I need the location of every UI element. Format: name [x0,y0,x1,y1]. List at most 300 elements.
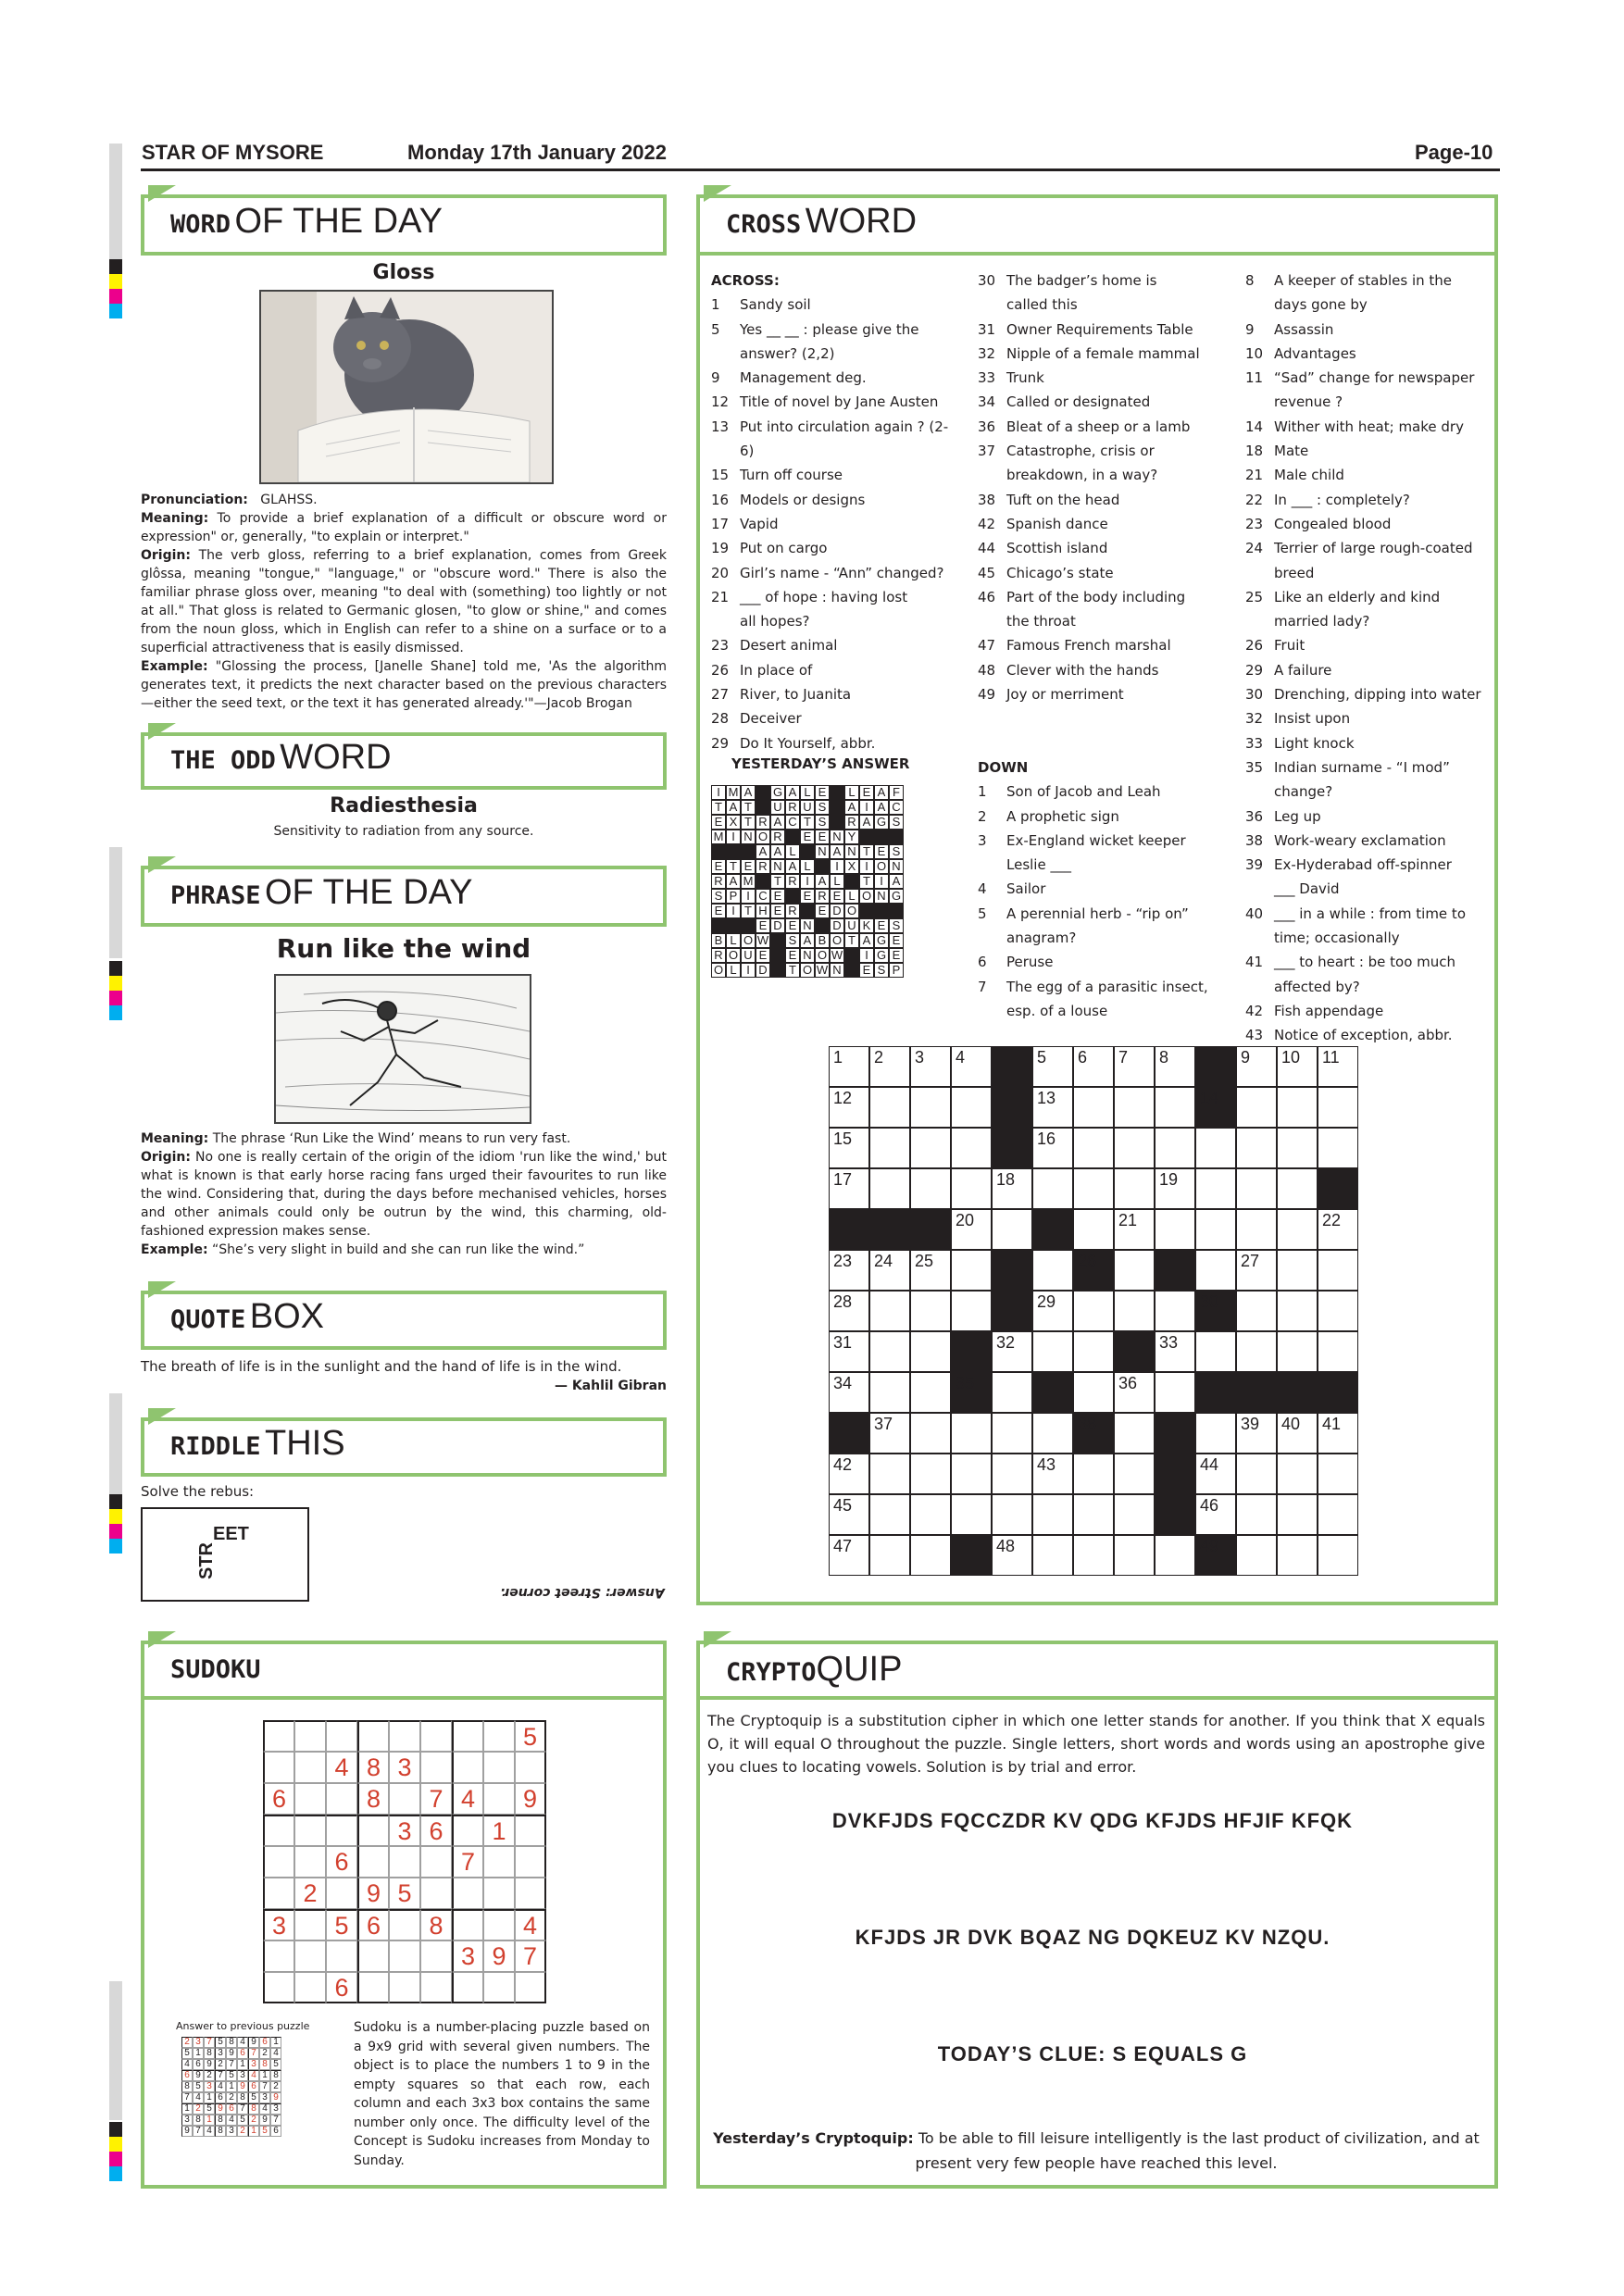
sudoku-cell[interactable] [326,1815,357,1846]
crossword-cell[interactable] [1032,1413,1073,1454]
answer-block [815,918,830,933]
crossword-cell[interactable] [829,1291,869,1331]
cryptoquip-clue: TODAY’S CLUE: S EQUALS G [937,2042,1248,2065]
crossword-cell[interactable] [869,1331,910,1372]
word-of-day-word: Gloss [372,261,435,284]
crossword-cell[interactable] [1195,1209,1236,1250]
crossword-cell[interactable] [1236,1291,1277,1331]
clue-text: A perennial herb - “rip on” [1006,905,1189,922]
answer-cell: G [770,785,785,800]
answer-cell: C [889,800,904,815]
clue-item [1245,463,1492,487]
answer-cell: N [830,963,844,978]
crossword-cell[interactable] [1114,1372,1155,1413]
clue-number: 9 [1245,320,1255,338]
crossword-cell[interactable] [869,1168,910,1209]
answer-cell: S [815,815,830,830]
clue-text: Do It Yourself, abbr. [740,734,876,752]
previous-answer-cell: 1 [226,2081,237,2092]
crossword-cell[interactable] [1236,1413,1277,1454]
crossword-cell[interactable] [1236,1128,1277,1168]
sudoku-cell[interactable] [389,1846,420,1878]
previous-answer-cell: 1 [204,2092,215,2103]
crossword-block [1195,1046,1236,1087]
clue-text: Famous French marshal [1006,637,1171,655]
answer-block [756,874,770,889]
crossword-cell[interactable] [1236,1494,1277,1535]
crossword-cell[interactable] [829,1250,869,1291]
crossword-cell[interactable] [1318,1046,1358,1087]
crossword-cell[interactable] [951,1454,992,1494]
clue-item [1245,682,1492,706]
sudoku-cell[interactable] [452,1909,483,1940]
crossword-cell[interactable] [1155,1087,1195,1128]
previous-answer-cell: 7 [204,2037,215,2048]
crossword-cell[interactable] [1114,1454,1155,1494]
crossword-cell[interactable] [1114,1209,1155,1250]
crossword-cell[interactable] [951,1046,992,1087]
crossword-cell[interactable] [1114,1168,1155,1209]
crossword-cell[interactable] [869,1291,910,1331]
clue-text: Chicago’s state [1006,564,1114,581]
crossword-cell[interactable] [992,1331,1032,1372]
sudoku-cell[interactable] [452,1972,483,2003]
clue-text: Sailor [1006,880,1046,898]
clue-number: 26 [1245,637,1264,655]
cell-number: 13 [1037,1089,1056,1107]
crossword-block [829,1209,869,1250]
sudoku-cell[interactable] [420,1972,452,2003]
sudoku-cell[interactable] [326,1940,357,1972]
clue-text: In place of [740,661,813,679]
answer-cell: U [844,918,859,933]
sudoku-cell[interactable] [483,1752,515,1783]
crossword-cell[interactable] [910,1454,951,1494]
clue-number: 17 [711,515,730,532]
sudoku-cell[interactable] [294,1909,326,1940]
sudoku-cell[interactable] [483,1909,515,1940]
sudoku-cell[interactable] [263,1846,294,1878]
sudoku-cell[interactable] [389,1783,420,1815]
crossword-cell[interactable] [1032,1046,1073,1087]
sudoku-cell[interactable] [483,1878,515,1909]
sudoku-cell[interactable] [357,1815,389,1846]
crossword-cell[interactable] [992,1454,1032,1494]
sudoku-cell[interactable] [515,1972,546,2003]
crossword-cell[interactable] [1155,1046,1195,1087]
crossword-cell[interactable] [829,1168,869,1209]
crossword-cell[interactable] [1318,1291,1358,1331]
sudoku-cell: 3 [389,1752,420,1783]
crossword-cell[interactable] [910,1250,951,1291]
crossword-cell[interactable] [1277,1413,1318,1454]
crossword-cell[interactable] [1073,1209,1114,1250]
answer-cell: A [815,874,830,889]
crossword-cell[interactable] [1073,1168,1114,1209]
crossword-cell[interactable] [1236,1209,1277,1250]
crossword-cell[interactable] [910,1128,951,1168]
sudoku-cell[interactable] [294,1720,326,1752]
crossword-cell[interactable] [869,1087,910,1128]
crossword-cell[interactable] [869,1535,910,1576]
cell-number: 38 [1078,1415,1097,1433]
clue-item [1245,805,1492,829]
crossword-cell[interactable] [869,1494,910,1535]
clue-item [978,463,1237,487]
clue-item [978,682,1237,706]
crossword-cell[interactable] [829,1087,869,1128]
crossword-cell[interactable] [1032,1494,1073,1535]
sudoku-cell: 7 [420,1783,452,1815]
previous-answer-cell: 5 [226,2070,237,2081]
answer-cell: M [711,830,726,844]
clue-item [1245,318,1492,342]
crossword-cell[interactable] [1155,1372,1195,1413]
clue-number: 16 [711,491,730,508]
previous-answer-cell: 7 [181,2092,193,2103]
crossword-cell[interactable] [1277,1087,1318,1128]
answer-cell: L [726,933,741,948]
crossword-cell[interactable] [1032,1535,1073,1576]
sudoku-cell[interactable] [326,1783,357,1815]
crossword-cell[interactable] [1073,1454,1114,1494]
sudoku-cell[interactable] [389,1940,420,1972]
crossword-cell[interactable] [951,1250,992,1291]
crossword-cell[interactable] [1073,1535,1114,1576]
sudoku-cell[interactable] [294,1783,326,1815]
sudoku-cell[interactable] [294,1940,326,1972]
answer-cell: L [844,785,859,800]
sudoku-cell[interactable] [263,1720,294,1752]
crossword-cell[interactable] [1155,1209,1195,1250]
crossword-cell[interactable] [1195,1168,1236,1209]
clue-number: 45 [978,564,996,581]
crossword-cell[interactable] [951,1168,992,1209]
sudoku-cell[interactable] [263,1940,294,1972]
crossword-cell[interactable] [910,1087,951,1128]
crossword-cell[interactable] [1114,1087,1155,1128]
answer-cell: T [785,963,800,978]
answer-block [770,963,785,978]
crossword-cell[interactable] [1277,1128,1318,1168]
sudoku-cell[interactable] [357,1940,389,1972]
sudoku-cell[interactable] [263,1878,294,1909]
crossword-cell[interactable] [829,1331,869,1372]
crossword-cell[interactable] [1114,1128,1155,1168]
crossword-cell[interactable] [1318,1535,1358,1576]
crossword-cell[interactable] [1318,1250,1358,1291]
crossword-cell[interactable] [869,1250,910,1291]
clue-number: 48 [978,661,996,679]
answer-cell: I [741,963,756,978]
clue-item [1245,633,1492,657]
answer-cell: I [741,889,756,904]
previous-answer-cell: 2 [215,2059,226,2070]
sudoku-cell[interactable] [294,1972,326,2003]
sudoku-cell[interactable] [389,1909,420,1940]
crossword-cell[interactable] [1277,1331,1318,1372]
crossword-cell[interactable] [1277,1046,1318,1087]
sudoku-cell[interactable] [389,1720,420,1752]
crossword-cell[interactable] [951,1291,992,1331]
crossword-cell[interactable] [1114,1046,1155,1087]
registration-black [109,961,122,976]
crossword-cell[interactable] [1073,1087,1114,1128]
sudoku-cell[interactable] [483,1783,515,1815]
crossword-cell[interactable] [1073,1291,1114,1331]
crossword-cell[interactable] [1277,1168,1318,1209]
answer-cell: S [889,918,904,933]
sudoku-cell[interactable] [483,1972,515,2003]
answer-cell: E [770,904,785,918]
crossword-cell[interactable] [1195,1250,1236,1291]
clue-item [1245,561,1492,585]
answer-cell: E [815,785,830,800]
crossword-cell[interactable] [910,1372,951,1413]
clue-text: Turn off course [740,467,843,484]
clue-item [1245,877,1492,901]
crossword-cell[interactable] [1318,1331,1358,1372]
clue-item [978,975,1237,999]
crossword-cell[interactable] [1032,1250,1073,1291]
crossword-cell[interactable] [869,1413,910,1454]
crossword-cell[interactable] [1114,1413,1155,1454]
registration-black [109,1494,122,1509]
crossword-cell[interactable] [1195,1331,1236,1372]
crossword-cell[interactable] [1277,1494,1318,1535]
crossword-cell[interactable] [1155,1331,1195,1372]
example-label: Example: [141,1242,208,1257]
sudoku-cell: 4 [326,1752,357,1783]
sudoku-cell[interactable] [357,1720,389,1752]
previous-answer-cell: 8 [204,2048,215,2059]
sudoku-cell: 9 [515,1783,546,1815]
sudoku-cell[interactable] [515,1752,546,1783]
sudoku-cell[interactable] [420,1878,452,1909]
crossword-cell[interactable] [910,1168,951,1209]
meaning: The phrase ‘Run Like the Wind’ means to run very fast. [212,1131,571,1146]
crossword-block [1277,1372,1318,1413]
crossword-cell[interactable] [1195,1413,1236,1454]
answer-cell: G [874,948,889,963]
crossword-cell[interactable] [1318,1087,1358,1128]
sudoku-cell[interactable] [452,1878,483,1909]
sudoku-cell[interactable] [515,1846,546,1878]
crossword-cell[interactable] [992,1372,1032,1413]
crossword-block [1155,1413,1195,1454]
crossword-cell[interactable] [1277,1291,1318,1331]
clue-item [1245,999,1492,1023]
crossword-cell[interactable] [1032,1454,1073,1494]
crossword-cell[interactable] [1114,1250,1155,1291]
crossword-cell[interactable] [1277,1454,1318,1494]
previous-answer-cell: 6 [237,2048,248,2059]
answer-cell: S [889,844,904,859]
crossword-cell[interactable] [1277,1535,1318,1576]
clue-number: 33 [1245,734,1264,752]
sudoku-cell[interactable] [357,1846,389,1878]
crossword-cell[interactable] [910,1413,951,1454]
clue-number: 26 [711,661,730,679]
crossword-block [869,1209,910,1250]
crossword-cell[interactable] [1155,1128,1195,1168]
crossword-cell[interactable] [1318,1413,1358,1454]
crossword-cell[interactable] [1073,1046,1114,1087]
crossword-cell[interactable] [1032,1331,1073,1372]
crossword-cell[interactable] [1032,1168,1073,1209]
crossword-cell[interactable] [1114,1494,1155,1535]
cell-number: 18 [996,1170,1016,1189]
clue-item [1245,731,1492,755]
sudoku-cell[interactable] [452,1720,483,1752]
crossword-cell[interactable] [1073,1128,1114,1168]
crossword-cell[interactable] [869,1372,910,1413]
sudoku-cell[interactable] [357,1972,389,2003]
cell-number: 33 [1159,1333,1179,1352]
sudoku-cell[interactable] [452,1752,483,1783]
cell-number: 31 [833,1333,853,1352]
crossword-cell[interactable] [992,1413,1032,1454]
crossword-cell[interactable] [1236,1250,1277,1291]
crossword-cell[interactable] [910,1046,951,1087]
sudoku-cell[interactable] [326,1878,357,1909]
down-label: DOWN [978,759,1029,776]
crossword-cell[interactable] [1155,1535,1195,1576]
answer-cell: T [800,815,815,830]
crossword-cell[interactable] [951,1087,992,1128]
cryptoquip-title: CRYPTOQUIP [726,1650,903,1689]
crossword-cell[interactable] [1032,1087,1073,1128]
crossword-cell[interactable] [1236,1535,1277,1576]
crossword-cell[interactable] [1032,1128,1073,1168]
clue-item [1245,658,1492,682]
crossword-cell[interactable] [1318,1209,1358,1250]
sudoku-cell[interactable] [515,1815,546,1846]
crossword-cell[interactable] [1155,1291,1195,1331]
crossword-cell[interactable] [951,1128,992,1168]
sudoku-cell[interactable] [263,1815,294,1846]
crossword-cell[interactable] [829,1494,869,1535]
sudoku-cell[interactable] [420,1940,452,1972]
crossword-cell[interactable] [992,1494,1032,1535]
odd-word-title: THE ODD WORD [170,738,392,777]
crossword-cell[interactable] [910,1494,951,1535]
answer-cell: O [756,830,770,844]
crossword-cell[interactable] [951,1209,992,1250]
crossword-cell[interactable] [869,1454,910,1494]
cell-number: 43 [1037,1455,1056,1474]
clue-number: 6 [978,954,987,971]
crossword-cell[interactable] [992,1168,1032,1209]
crossword-cell[interactable] [869,1128,910,1168]
answer-cell: L [726,963,741,978]
answer-block [859,830,874,844]
previous-answer-cell: 6 [181,2070,193,2081]
crossword-cell[interactable] [910,1535,951,1576]
crossword-cell[interactable] [1236,1168,1277,1209]
sudoku-cell[interactable] [294,1815,326,1846]
sudoku-cell[interactable] [483,1720,515,1752]
clue-item [1245,390,1492,414]
crossword-cell[interactable] [1195,1454,1236,1494]
sudoku-cell[interactable] [263,1972,294,2003]
crossword-cell[interactable] [1155,1168,1195,1209]
crossword-cell[interactable] [951,1413,992,1454]
clue-text: Nipple of a female mammal [1006,344,1200,362]
clue-item [978,536,1237,560]
clue-number: 28 [711,710,730,728]
clue-number: 39 [1245,856,1264,874]
crossword-cell[interactable] [1195,1128,1236,1168]
sudoku-cell[interactable] [294,1846,326,1878]
sudoku-cell[interactable] [420,1720,452,1752]
sudoku-cell[interactable] [420,1846,452,1878]
crossword-cell[interactable] [992,1209,1032,1250]
clue-number: 15 [711,467,730,484]
crossword-cell[interactable] [869,1046,910,1087]
crossword-cell[interactable] [1073,1494,1114,1535]
crossword-cell[interactable] [1114,1535,1155,1576]
clue-item [711,463,961,487]
registration-yellow [109,976,122,991]
crossword-cell[interactable] [1073,1331,1114,1372]
crossword-cell[interactable] [1236,1046,1277,1087]
crossword-cell[interactable] [829,1046,869,1087]
crossword-cell[interactable] [1236,1331,1277,1372]
clue-item [978,829,1237,853]
sudoku-cell[interactable] [326,1720,357,1752]
clue-item [711,318,961,342]
sudoku-cell[interactable] [483,1846,515,1878]
clue-item [978,415,1237,439]
crossword-cell[interactable] [829,1535,869,1576]
crossword-cell[interactable] [829,1128,869,1168]
crossword-cell[interactable] [1318,1454,1358,1494]
crossword-cell[interactable] [1114,1291,1155,1331]
sudoku-cell[interactable] [294,1752,326,1783]
sudoku-cell[interactable] [515,1878,546,1909]
crossword-cell[interactable] [1195,1494,1236,1535]
sudoku-cell[interactable] [420,1752,452,1783]
crossword-cell[interactable] [1318,1128,1358,1168]
crossword-cell[interactable] [910,1331,951,1372]
answer-cell: T [844,933,859,948]
sudoku-cell[interactable] [452,1815,483,1846]
crossword-cell[interactable] [829,1454,869,1494]
crossword-block [992,1291,1032,1331]
crossword-cell[interactable] [1032,1291,1073,1331]
previous-answer-cell: 3 [237,2070,248,2081]
clue-item [711,609,961,633]
crossword-cell[interactable] [1318,1494,1358,1535]
crossword-cell[interactable] [951,1494,992,1535]
crossword-cell[interactable] [1277,1250,1318,1291]
previous-answer-cell: 5 [237,2115,248,2126]
sudoku-cell[interactable] [263,1752,294,1783]
crossword-cell[interactable] [910,1291,951,1331]
crossword-cell[interactable] [1073,1372,1114,1413]
previous-answer-cell: 9 [226,2048,237,2059]
crossword-cell[interactable] [1236,1454,1277,1494]
previous-answer-cell: 7 [226,2059,237,2070]
crossword-block [1032,1209,1073,1250]
crossword-cell[interactable] [1277,1209,1318,1250]
crossword-cell[interactable] [829,1372,869,1413]
clue-text: The badger’s home is [1006,272,1157,289]
sudoku-cell[interactable] [389,1972,420,2003]
crossword-cell[interactable] [992,1535,1032,1576]
crossword-cell[interactable] [1236,1087,1277,1128]
